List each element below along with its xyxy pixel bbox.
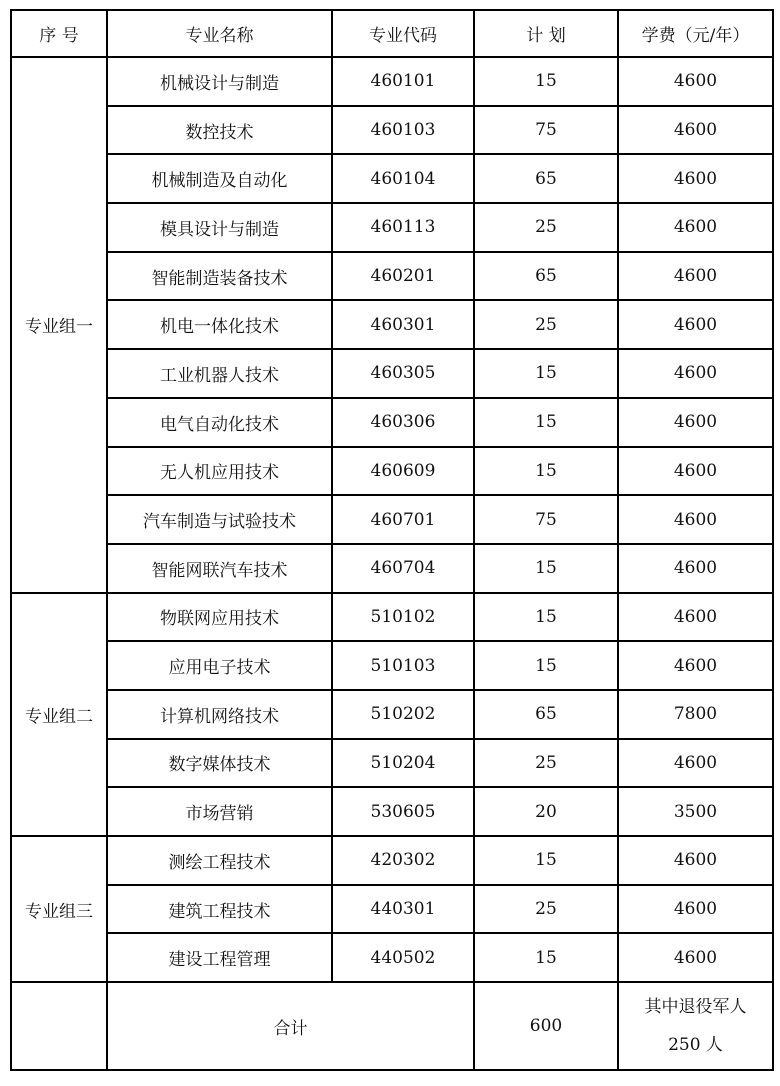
- major-name-cell: 应用电子技术: [107, 641, 332, 690]
- major-name-cell: 机械制造及自动化: [107, 154, 332, 203]
- table-row: [11, 836, 773, 885]
- header-plan: 计 划: [474, 10, 618, 57]
- table-row: [11, 447, 773, 496]
- tuition-cell: 4600: [618, 154, 773, 203]
- major-code-cell: 460201: [332, 252, 474, 301]
- header-major-code: 专业代码: [332, 10, 474, 57]
- table-row: [11, 593, 773, 642]
- plan-cell: 65: [474, 690, 618, 739]
- major-code-cell: 460104: [332, 154, 474, 203]
- major-code-cell: 460704: [332, 544, 474, 593]
- plan-cell: 15: [474, 349, 618, 398]
- plan-cell: 20: [474, 787, 618, 836]
- table-body: [11, 57, 773, 982]
- major-name-cell: 市场营销: [107, 787, 332, 836]
- major-code-cell: 530605: [332, 787, 474, 836]
- plan-cell: 15: [474, 933, 618, 982]
- major-name-cell: 数控技术: [107, 106, 332, 155]
- enrollment-plan-table: [10, 9, 774, 1071]
- major-name-cell: 汽车制造与试验技术: [107, 495, 332, 544]
- group-label: 专业组二: [11, 593, 107, 836]
- tuition-cell: 4600: [618, 641, 773, 690]
- major-name-cell: 建设工程管理: [107, 933, 332, 982]
- major-name-cell: 机电一体化技术: [107, 300, 332, 349]
- plan-cell: 25: [474, 203, 618, 252]
- major-code-cell: 460113: [332, 203, 474, 252]
- total-note-line1: 其中退役军人: [644, 997, 747, 1018]
- tuition-cell: 7800: [618, 690, 773, 739]
- table-row: [11, 739, 773, 788]
- table-row: [11, 787, 773, 836]
- major-code-cell: 460609: [332, 447, 474, 496]
- total-plan: 600: [474, 982, 618, 1070]
- tuition-cell: 4600: [618, 57, 773, 106]
- major-name-cell: 智能网联汽车技术: [107, 544, 332, 593]
- table-row: [11, 885, 773, 934]
- table-row: [11, 349, 773, 398]
- plan-cell: 15: [474, 57, 618, 106]
- major-name-cell: 建筑工程技术: [107, 885, 332, 934]
- tuition-cell: 4600: [618, 933, 773, 982]
- total-row: [11, 982, 773, 1070]
- major-code-cell: 510102: [332, 593, 474, 642]
- major-code-cell: 420302: [332, 836, 474, 885]
- header-major-name: 专业名称: [107, 10, 332, 57]
- tuition-cell: 4600: [618, 495, 773, 544]
- total-empty-cell: [11, 982, 107, 1070]
- header-seq: 序 号: [11, 10, 107, 57]
- tuition-cell: 4600: [618, 398, 773, 447]
- table-row: [11, 690, 773, 739]
- tuition-cell: 4600: [618, 203, 773, 252]
- major-code-cell: 460101: [332, 57, 474, 106]
- major-code-cell: 510202: [332, 690, 474, 739]
- table-row: [11, 933, 773, 982]
- tuition-cell: 4600: [618, 836, 773, 885]
- plan-cell: 65: [474, 252, 618, 301]
- tuition-cell: 4600: [618, 544, 773, 593]
- header-row: [11, 10, 773, 57]
- major-name-cell: 工业机器人技术: [107, 349, 332, 398]
- major-code-cell: 460103: [332, 106, 474, 155]
- total-label: 合计: [107, 982, 474, 1070]
- table-row: [11, 495, 773, 544]
- major-code-cell: 460305: [332, 349, 474, 398]
- tuition-cell: 4600: [618, 252, 773, 301]
- tuition-cell: 4600: [618, 885, 773, 934]
- table-row: [11, 300, 773, 349]
- plan-cell: 25: [474, 885, 618, 934]
- major-name-cell: 无人机应用技术: [107, 447, 332, 496]
- major-name-cell: 数字媒体技术: [107, 739, 332, 788]
- plan-cell: 75: [474, 495, 618, 544]
- major-code-cell: 510204: [332, 739, 474, 788]
- tuition-cell: 4600: [618, 593, 773, 642]
- total-note: [618, 982, 773, 1070]
- plan-cell: 25: [474, 300, 618, 349]
- major-name-cell: 测绘工程技术: [107, 836, 332, 885]
- plan-cell: 15: [474, 544, 618, 593]
- plan-cell: 15: [474, 641, 618, 690]
- plan-cell: 15: [474, 447, 618, 496]
- table-row: [11, 252, 773, 301]
- major-code-cell: 440301: [332, 885, 474, 934]
- major-name-cell: 电气自动化技术: [107, 398, 332, 447]
- group-label: 专业组一: [11, 57, 107, 593]
- tuition-cell: 4600: [618, 349, 773, 398]
- plan-cell: 15: [474, 398, 618, 447]
- table-row: [11, 203, 773, 252]
- table-row: [11, 106, 773, 155]
- plan-cell: 65: [474, 154, 618, 203]
- table-row: [11, 57, 773, 106]
- major-name-cell: 模具设计与制造: [107, 203, 332, 252]
- tuition-cell: 4600: [618, 106, 773, 155]
- major-code-cell: 460306: [332, 398, 474, 447]
- plan-cell: 15: [474, 593, 618, 642]
- tuition-cell: 4600: [618, 739, 773, 788]
- major-name-cell: 计算机网络技术: [107, 690, 332, 739]
- group-label: 专业组三: [11, 836, 107, 982]
- major-name-cell: 机械设计与制造: [107, 57, 332, 106]
- tuition-cell: 4600: [618, 447, 773, 496]
- table-row: [11, 398, 773, 447]
- total-note-line2: 250 人: [668, 1035, 723, 1056]
- tuition-cell: 4600: [618, 300, 773, 349]
- header-tuition: 学费（元/年）: [618, 10, 773, 57]
- table-row: [11, 544, 773, 593]
- tuition-cell: 3500: [618, 787, 773, 836]
- major-name-cell: 智能制造装备技术: [107, 252, 332, 301]
- table-row: [11, 641, 773, 690]
- major-code-cell: 510103: [332, 641, 474, 690]
- major-name-cell: 物联网应用技术: [107, 593, 332, 642]
- major-code-cell: 460301: [332, 300, 474, 349]
- plan-cell: 25: [474, 739, 618, 788]
- plan-cell: 15: [474, 836, 618, 885]
- table-row: [11, 154, 773, 203]
- major-code-cell: 460701: [332, 495, 474, 544]
- plan-cell: 75: [474, 106, 618, 155]
- major-code-cell: 440502: [332, 933, 474, 982]
